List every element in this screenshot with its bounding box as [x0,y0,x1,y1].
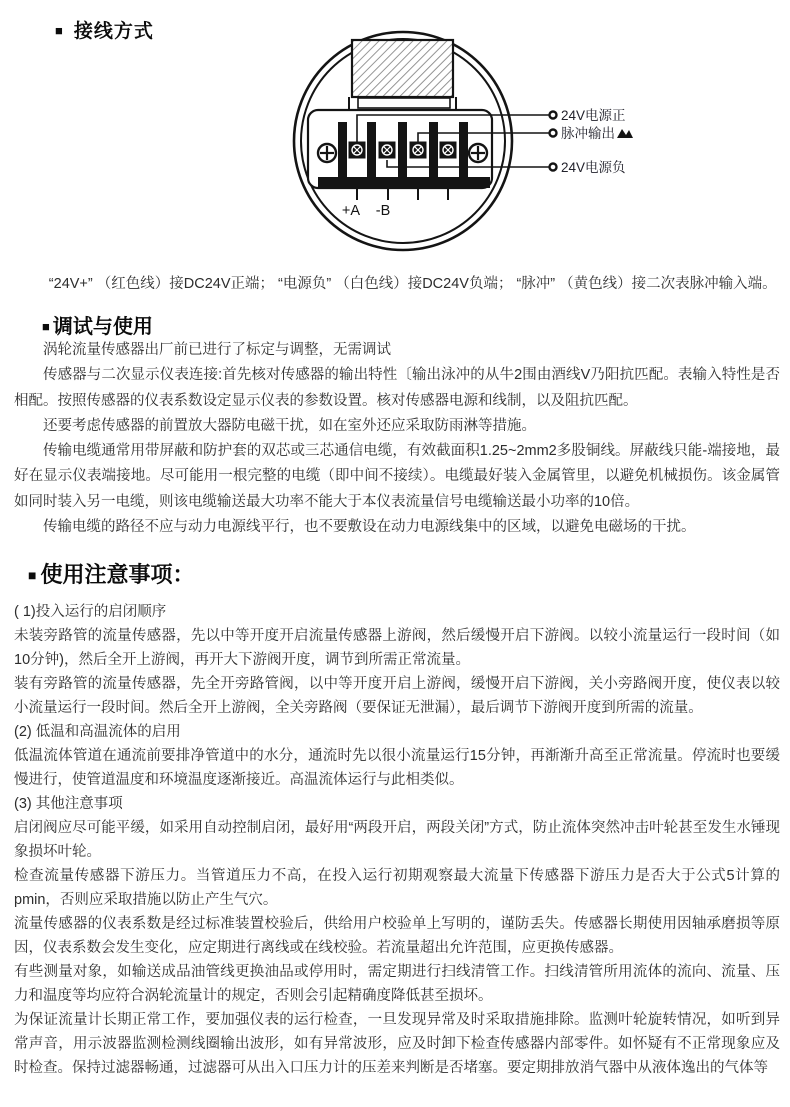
gland-collar [358,98,450,108]
terminal-label-b: -B [375,203,391,219]
paragraph: 检查流量传感器下游压力。当管道压力不高，在投入运行初期观察最大流量下传感器下游压力是否大于公式5计算的pmin，否则应采取措施以防止产生气穴。 [14,868,780,908]
paragraph: 为保证流量计长期正常工作，要加强仪表的运行检查，一旦发现异常及时采取措施排除。监测叶轮旋转情况，如听到异常声音，用示波器监测检测线圈输出波形，如有异常波形，应及时卸下检查传感器内部零件。如怀疑有不正常现象应及时检查。保持过滤器畅通，过滤器可从出入口压力计的压差来判断是否堵塞。要定期排放消气器中从液体逸出的气体等 [14,1012,780,1076]
paragraph: 传输电缆通常用带屏蔽和防护套的双芯或三芯通信电缆，有效截面积1.25~2mm2多股铜线。屏蔽线只能-端接地，最好在显示仪表端接地。尽可能用一根完整的电缆（即中间不接续）。电缆最好装入金属管里，以避免机械损伤。该金属管如同时装入另一电缆，则该电缆输送最大功率不能大于本仪表流量信号电缆输送最小功率的10倍。 [14,443,780,510]
paragraph: 低温流体管道在通流前要排净管道中的水分，通流时先以很小流量运行15分钟，再渐渐升高至正常流量。停流时也要缓慢进行，使管道温度和环境温度逐渐接近。高温流体运行与此相类似。 [14,748,780,788]
paragraph: (2) 低温和高温流体的启用 [14,724,181,740]
section-heading-wiring [55,16,154,43]
square-bullet-icon: ■ [55,23,64,38]
paragraph: (3) 其他注意事项 [14,796,123,812]
section-heading-debug [42,310,153,339]
square-bullet-icon: ■ [28,567,37,583]
wire-label-pulse-output: 脉冲输出 [561,126,615,141]
section-title: 调试与使用 [52,316,153,338]
pulse-waveform-icon [617,129,633,138]
paragraph: 传输电缆的路径不应与动力电源线平行，也不要敷设在动力电源线集中的区域，以避免电磁场的干扰。 [43,519,696,536]
wire-end-dots [550,112,557,171]
connection-note: “24V+” （红色线）接DC24V正端； “电源负” （白色线）接DC24V负端； “脉冲” （黄色线）接二次表脉冲输入端。 [48,276,777,292]
section-title: 接线方式 [73,21,154,42]
paragraph: ( 1)投入运行的启闭顺序 [14,604,167,620]
paragraph: 未装旁路管的流量传感器，先以中等开度开启流量传感器上游阀，然后缓慢开启下游阀。以较小流量运行一段时间（如10分钟)，然后全开上游阀，再开大下游阀开度，调节到所需正常流量。 [14,628,780,668]
paragraph: 有些测量对象，如输送成品油管线更换油品或停用时，需定期进行扫线清管工作。扫线清管所用流体的流向、流量、压力和温度等均应符合涡轮流量计的规定，否则会引起精确度降低甚至损坏。 [14,964,780,1004]
paragraph: 传感器与二次显示仪表连接:首先核对传感器的输出特性〔输出泳冲的从牛2围由酒线V乃阳抗匹配。表输入特性是否相配。按照传感器的仪表系数设定显示仪表的参数设置。核对传感器电源和线制，以及阻抗匹配。 [14,367,780,409]
terminal-label-a: +A [341,203,361,219]
debug-usage-text [14,338,780,540]
hatched-block [352,40,453,97]
paragraph: 装有旁路管的流量传感器，先全开旁路管阀，以中等开度开启上游阀，缓慢开启下游阀，关小旁路阀开度，使仪表以较小流量运行一段时间。然后全开上游阀，全关旁路阀（要保证无泄漏），最后调节下游阀开度到所需的流量。 [14,676,780,716]
wire-label-24v-negative: 24V电源负 [561,160,626,175]
paragraph: 启闭阀应尽可能平缓，如采用自动控制启闭，最好用“两段开启，两段关闭”方式，防止流体突然冲击叶轮甚至发生水锤现象损坏叶轮。 [14,820,780,860]
terminal-bottom-rail [318,177,490,188]
wire-label-24v-positive: 24V电源正 [561,108,626,123]
section-heading-precautions [28,558,194,589]
wiring-diagram [278,14,790,270]
paragraph: 涡轮流量传感器出厂前已进行了标定与调整，无需调试 [43,342,391,358]
square-bullet-icon: ■ [42,319,50,334]
precautions-text [14,600,780,1080]
paragraph: 还要考虑传感器的前置放大器防电磁干扰，如在室外还应采取防雨淋等措施。 [43,417,536,434]
paragraph: 流量传感器的仪表系数是经过标准装置校验后，供给用户校验单上写明的，谨防丢失。传感器长期使用因轴承磨损等原因，仪表系数会发生变化，应定期进行离线或在线校验。若流量超出允许范围，应更换传感器。 [14,916,780,956]
section-title: 使用注意事项： [40,562,195,587]
